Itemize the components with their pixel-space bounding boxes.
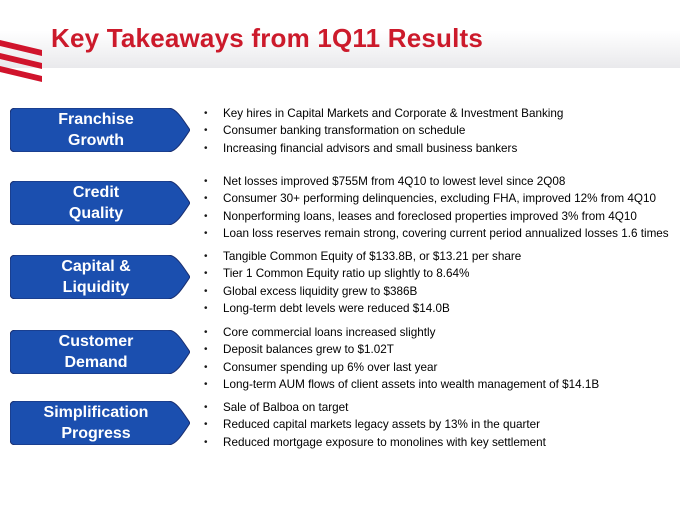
list-item: • Nonperforming loans, leases and foreclosed properties improved 3% from 4Q10: [204, 209, 637, 223]
category-label-line1: Capital &: [61, 258, 131, 275]
category-label-line2: Growth: [68, 132, 124, 149]
list-item: • Loan loss reserves remain strong, covering current period annualized losses 1.6 times: [204, 227, 669, 241]
list-item: • Long-term debt levels were reduced $14.0B: [204, 302, 450, 316]
category-label-line2: Progress: [61, 425, 131, 442]
list-item: • Consumer banking transformation on schedule: [204, 124, 466, 138]
category-label-line1: Franchise: [58, 111, 134, 128]
bullet-list: [202, 324, 599, 394]
category-label: [10, 330, 182, 374]
list-item: • Sale of Balboa on target: [204, 401, 349, 414]
category-pill: [10, 108, 190, 152]
category-label: [10, 108, 182, 152]
category-pill: [10, 181, 190, 225]
bullet-list: [202, 248, 521, 318]
list-item: • Increasing financial advisors and small business bankers: [204, 141, 518, 155]
list-item: • Consumer 30+ performing delinquencies, excluding FHA, improved 12% from 4Q10: [204, 192, 656, 206]
list-item: • Reduced mortgage exposure to monolines with key settlement: [204, 435, 546, 449]
bullet-list: [202, 105, 563, 157]
category-pill: [10, 330, 190, 374]
category-label: [10, 255, 182, 299]
category-label-line2: Quality: [68, 205, 124, 222]
category-label: [10, 181, 182, 225]
list-item: • Core commercial loans increased slightly: [204, 326, 436, 339]
list-item: • Long-term AUM flows of client assets into wealth management of $14.1B: [204, 378, 600, 392]
page-title: Key Takeaways from 1Q11 Results: [51, 23, 484, 53]
list-item: • Tangible Common Equity of $133.8B, or $13.21 per share: [204, 250, 522, 263]
list-item: • Net losses improved $755M from 4Q10 to lowest level since 2Q08: [204, 175, 566, 188]
bullet-list: [202, 399, 546, 451]
list-item: • Global excess liquidity grew to $386B: [204, 284, 418, 298]
list-item: • Tier 1 Common Equity ratio up slightly to 8.64%: [204, 267, 470, 281]
category-label: [10, 401, 182, 445]
category-label-line1: Simplification: [43, 404, 149, 421]
list-item: • Deposit balances grew to $1.02T: [204, 343, 394, 357]
bullet-list: [202, 173, 669, 243]
category-pill: [10, 401, 190, 445]
category-label-line1: Credit: [72, 184, 120, 201]
list-item: • Key hires in Capital Markets and Corporate & Investment Banking: [204, 107, 564, 120]
category-label-line2: Demand: [64, 354, 128, 371]
category-pill: [10, 255, 190, 299]
category-label-line2: Liquidity: [62, 279, 130, 296]
list-item: • Reduced capital markets legacy assets by 13% in the quarter: [204, 418, 541, 432]
category-label-line1: Customer: [58, 333, 134, 350]
list-item: • Consumer spending up 6% over last year: [204, 360, 438, 374]
bank-flag-logo-icon: [0, 40, 42, 96]
